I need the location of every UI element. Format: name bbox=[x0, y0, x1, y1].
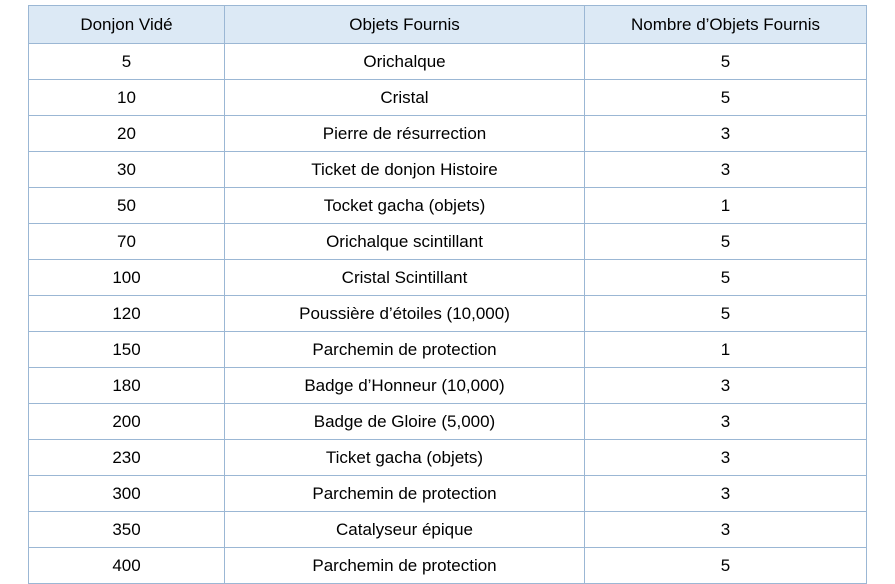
table-header bbox=[29, 6, 867, 44]
cell-item: Orichalque bbox=[225, 44, 585, 80]
cell-dungeon: 400 bbox=[29, 548, 225, 584]
cell-dungeon: 70 bbox=[29, 224, 225, 260]
cell-dungeon: 150 bbox=[29, 332, 225, 368]
cell-item: Catalyseur épique bbox=[225, 512, 585, 548]
cell-count: 3 bbox=[585, 152, 867, 188]
table-row bbox=[29, 476, 867, 512]
cell-dungeon: 20 bbox=[29, 116, 225, 152]
cell-dungeon: 200 bbox=[29, 404, 225, 440]
table-row bbox=[29, 44, 867, 80]
cell-count: 5 bbox=[585, 296, 867, 332]
cell-dungeon: 5 bbox=[29, 44, 225, 80]
table-row bbox=[29, 332, 867, 368]
cell-item: Parchemin de protection bbox=[225, 548, 585, 584]
cell-item: Ticket de donjon Histoire bbox=[225, 152, 585, 188]
cell-item: Tocket gacha (objets) bbox=[225, 188, 585, 224]
table-header-row bbox=[29, 6, 867, 44]
cell-dungeon: 300 bbox=[29, 476, 225, 512]
cell-count: 3 bbox=[585, 368, 867, 404]
cell-count: 1 bbox=[585, 188, 867, 224]
table-row bbox=[29, 116, 867, 152]
cell-item: Orichalque scintillant bbox=[225, 224, 585, 260]
table-row bbox=[29, 440, 867, 476]
cell-count: 3 bbox=[585, 440, 867, 476]
cell-dungeon: 120 bbox=[29, 296, 225, 332]
cell-dungeon: 230 bbox=[29, 440, 225, 476]
cell-count: 5 bbox=[585, 548, 867, 584]
cell-item: Cristal Scintillant bbox=[225, 260, 585, 296]
table-row bbox=[29, 296, 867, 332]
cell-dungeon: 350 bbox=[29, 512, 225, 548]
cell-dungeon: 100 bbox=[29, 260, 225, 296]
cell-item: Badge de Gloire (5,000) bbox=[225, 404, 585, 440]
cell-item: Badge d’Honneur (10,000) bbox=[225, 368, 585, 404]
cell-item: Poussière d’étoiles (10,000) bbox=[225, 296, 585, 332]
cell-count: 3 bbox=[585, 404, 867, 440]
rewards-table-container bbox=[28, 5, 866, 584]
table-row bbox=[29, 548, 867, 584]
table-row bbox=[29, 152, 867, 188]
table-row bbox=[29, 224, 867, 260]
cell-count: 5 bbox=[585, 44, 867, 80]
cell-count: 5 bbox=[585, 224, 867, 260]
cell-count: 3 bbox=[585, 116, 867, 152]
table-row bbox=[29, 404, 867, 440]
table-row bbox=[29, 80, 867, 116]
cell-dungeon: 50 bbox=[29, 188, 225, 224]
column-header-dungeon: Donjon Vidé bbox=[29, 6, 225, 44]
rewards-table bbox=[28, 5, 867, 584]
cell-item: Pierre de résurrection bbox=[225, 116, 585, 152]
cell-dungeon: 180 bbox=[29, 368, 225, 404]
cell-dungeon: 30 bbox=[29, 152, 225, 188]
cell-count: 5 bbox=[585, 80, 867, 116]
cell-count: 5 bbox=[585, 260, 867, 296]
cell-item: Parchemin de protection bbox=[225, 332, 585, 368]
cell-count: 3 bbox=[585, 476, 867, 512]
table-row bbox=[29, 260, 867, 296]
cell-count: 3 bbox=[585, 512, 867, 548]
cell-dungeon: 10 bbox=[29, 80, 225, 116]
cell-count: 1 bbox=[585, 332, 867, 368]
cell-item: Parchemin de protection bbox=[225, 476, 585, 512]
table-row bbox=[29, 368, 867, 404]
column-header-count: Nombre d’Objets Fournis bbox=[585, 6, 867, 44]
cell-item: Ticket gacha (objets) bbox=[225, 440, 585, 476]
cell-item: Cristal bbox=[225, 80, 585, 116]
table-body bbox=[29, 44, 867, 584]
table-row bbox=[29, 512, 867, 548]
table-row bbox=[29, 188, 867, 224]
column-header-item: Objets Fournis bbox=[225, 6, 585, 44]
